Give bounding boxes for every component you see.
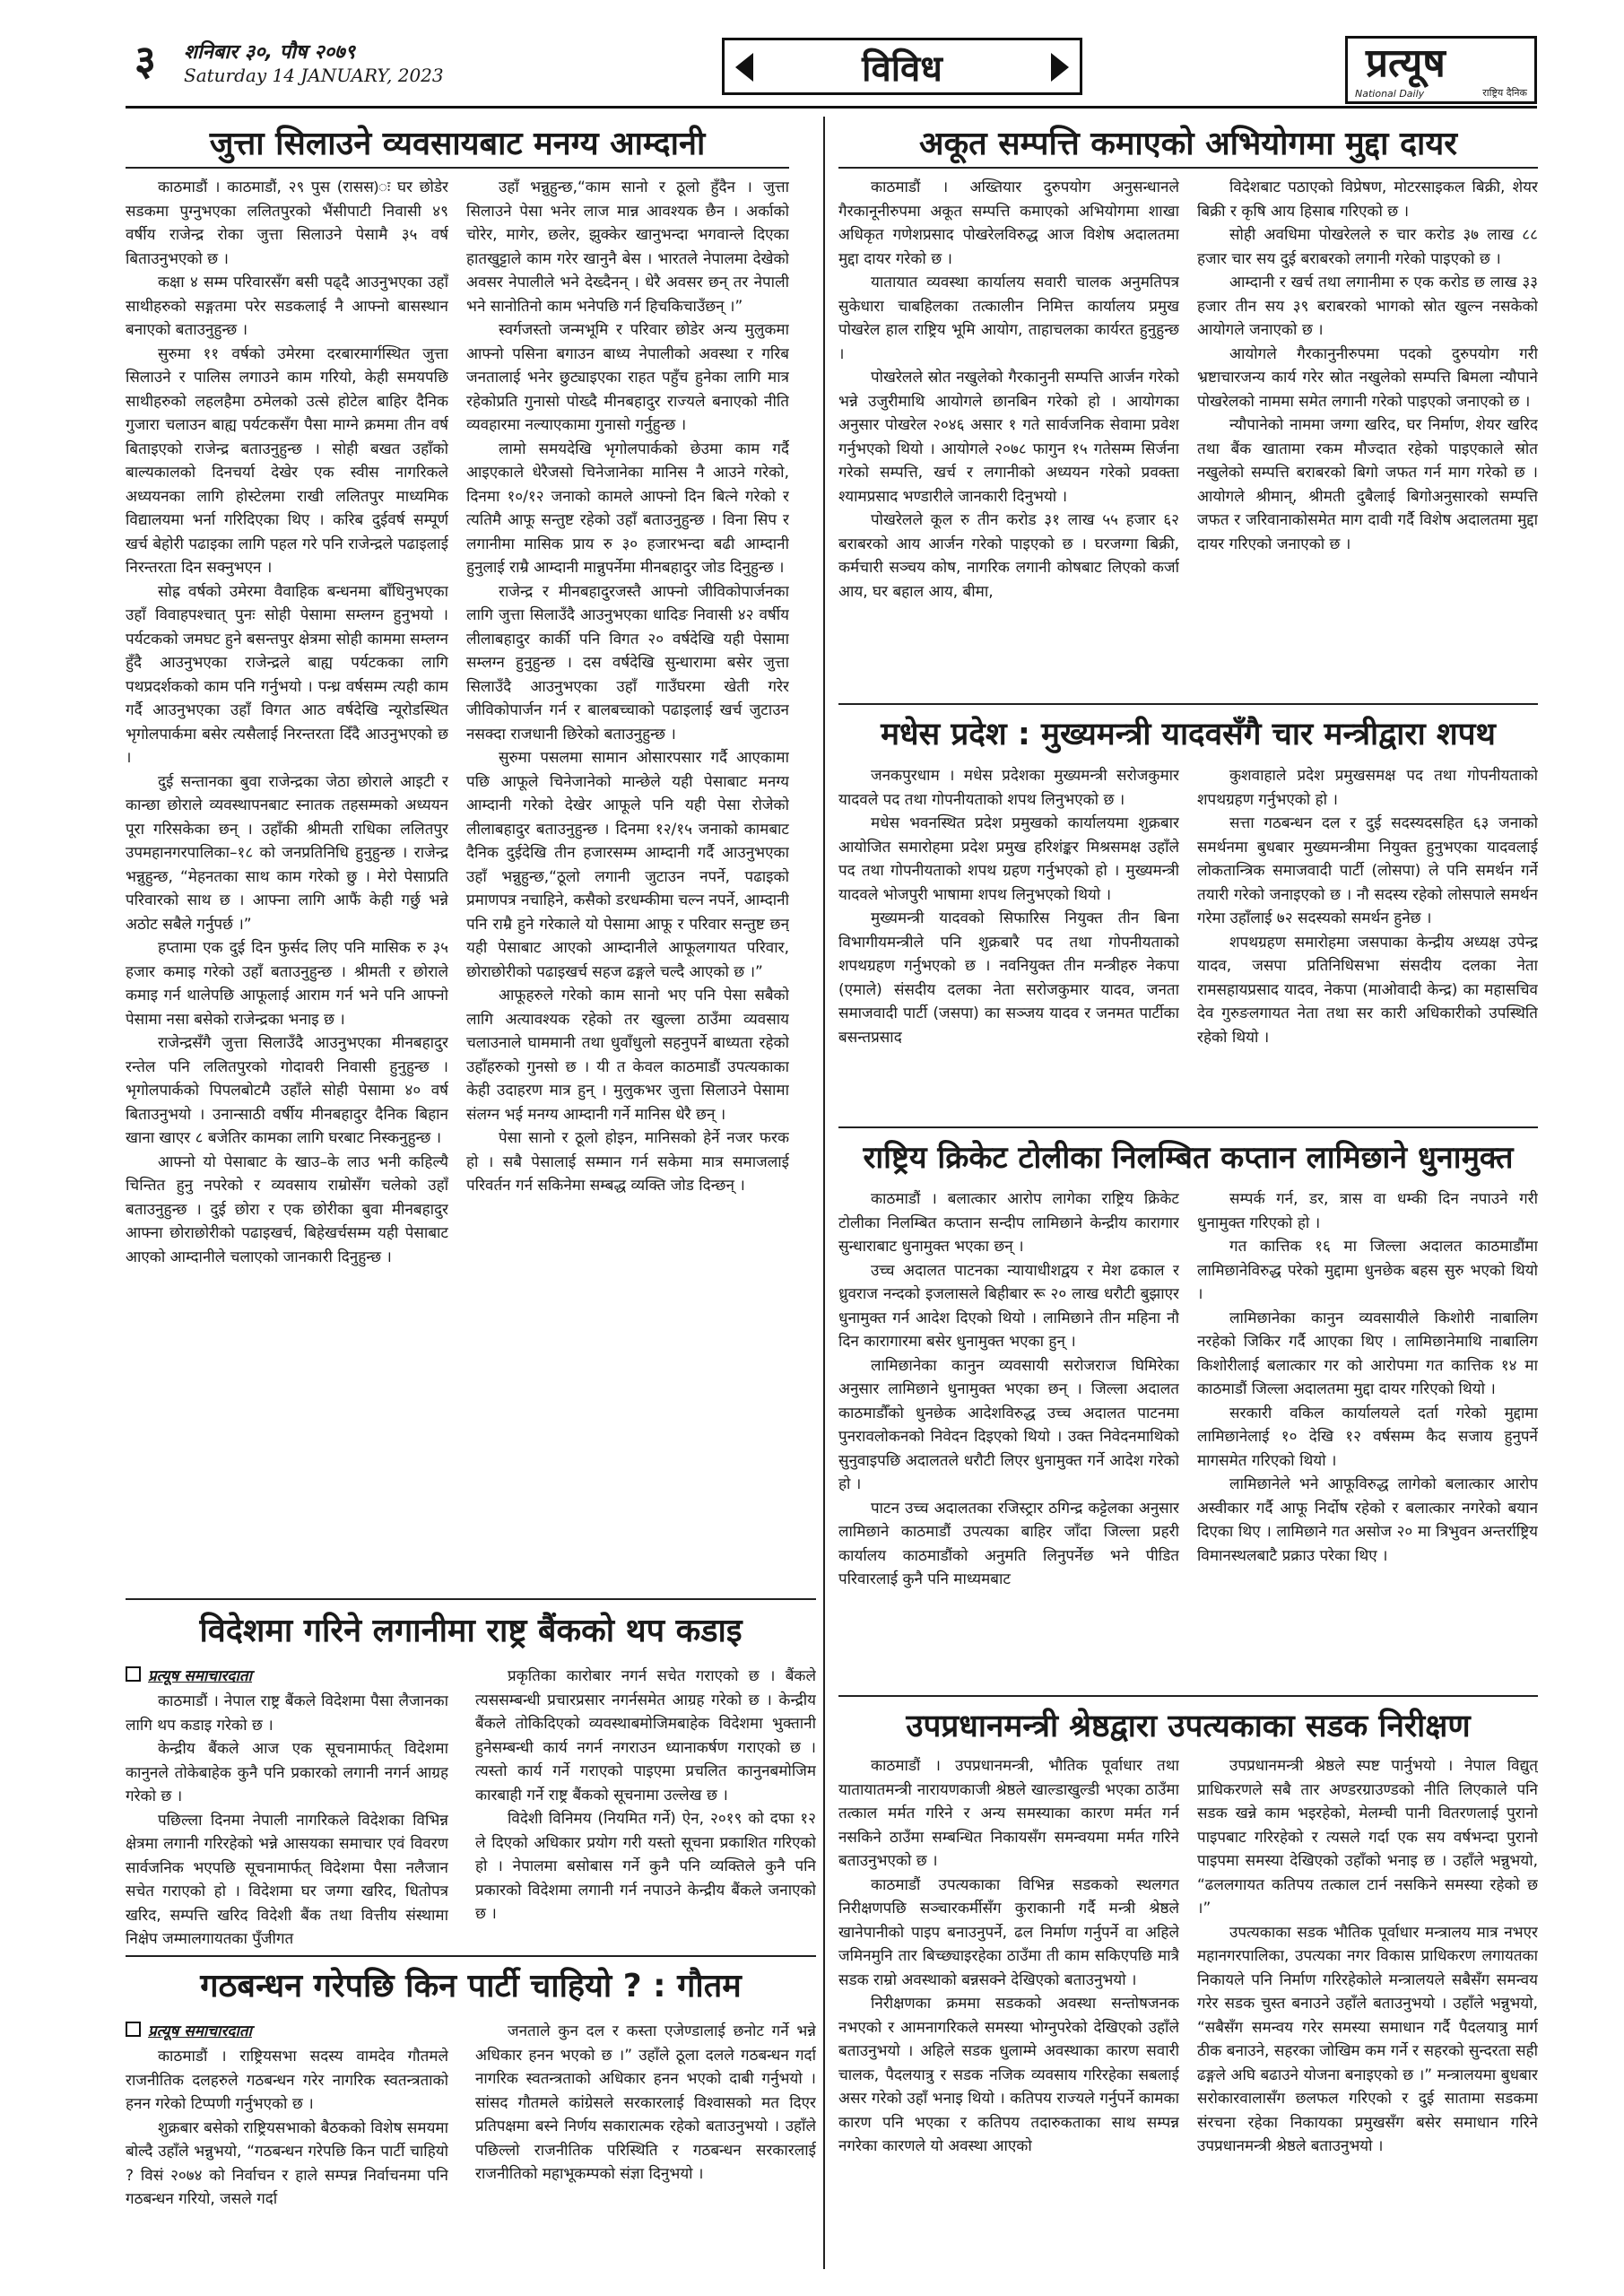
headline-cricket: राष्ट्रिय क्रिकेट टोलीका निलम्बित कप्तान लामिछाने धुनामुक्त xyxy=(863,1140,1514,1176)
paragraph: सुरुमा पसलमा सामान ओसारपसार गर्दै आएकामा पछि आफूले चिनेजानेको मान्छेले यही पेसाबाट मनग्य आम्दानी गरेको देखेर आफूले पनि यही पेसा रोजेको लीलाबहादुर बताउनुहुन्छ । दिनमा १२/१५ जनाको कामबाट दैनिक दुईदेखि तीन हजारसम्म आम्दानी गर्दै आउनुभएका उहाँ भन्नुहुन्छ,“ठूलो लगानी जुटाउन नपर्ने, पढाइको प्रमाणपत्र नचाहिने, कसैको डरधम्कीमा चल्न नपर्ने, आम्दानी पनि राम्रै हुने गरेकाले यो पेसामा आफू र परिवार सन्तुष्ट छन् यही पेसाबाट आएको आम्दानीले आफूलगायत परिवार, छोराछोरीको पढाइखर्च सहज ढङ्गले चल्दै आएको छ ।” xyxy=(466,749,789,981)
paragraph: आफ्नो यो पेसाबाट के खाउ–के लाउ भनी कहिल्यै चिन्तित हुनु नपरेको र व्यवसाय राम्रोसँग चलेको उहाँ बताउनुहुन्छ । दुई छोरा र एक छोरीका बुवा मीनबहादुर आफ्ना छोराछोरीको पढाइखर्च, बिहेखर्चसम्म यही पेसाबाट आएको आम्दानीले चलाएको जानकारी दिनुहुन्छ । xyxy=(126,1152,448,1266)
paragraph: लामिछानेका कानुन व्यवसायी सरोजराज घिमिरेका अनुसार लामिछाने धुनामुक्त भएका छन् । जिल्ला अदालत काठमाडौँको धुनछेक आदेशविरुद्ध उच्च अदालत पाटनमा पुनरावलोकनको निवेदन दिइएको थियो । उक्त निवेदनमाथिको सुनुवाइपछि अदालतले धरौटी लिएर धुनामुक्त गर्ने आदेश गरेको हो । xyxy=(838,1356,1179,1493)
headline-foreign-investment: विदेशमा गरिने लगानीमा राष्ट्र बैंकको थप कडाइ xyxy=(199,1613,743,1649)
paragraph: उपत्यकाका सडक भौतिक पूर्वाधार मन्त्रालय मात्र नभएर महानगरपालिका, उपत्यका नगर विकास प्राधिकरण लगायतका निकायले पनि निर्माण गरिरहेकोले मन्त्रालयले सबैसँग समन्वय गरेर सडक चुस्त बनाउने उहाँले बताउनुभयो । उहाँले भन्नुभयो, “सबैसँग समन्वय गरेर समस्या समाधान गर्दै पैदलयात्रु मार्ग ठीक बनाउने, सहरका जोखिम कम गर्ने र सहरको सुन्दरता सही ढङ्गले अघि बढाउने योजना बनाइएको छ ।” मन्त्रालयमा बुधबार सरोकारवालासँग छलफल गरिएको र दुई सातामा सडकमा संरचना रहेका निकायका प्रमुखसँग बसेर समाधान गरिने उपप्रधानमन्त्री श्रेष्ठले बताउनुभयो । xyxy=(1197,1923,1538,2155)
masthead-rule xyxy=(126,106,1537,109)
foreign-col-1 xyxy=(126,1690,448,1950)
wealth-col-2 xyxy=(1197,176,1538,696)
logo-subtitle-nepali: राष्ट्रिय दैनिक xyxy=(1482,87,1527,99)
paragraph: मधेस भवनस्थित प्रदेश प्रमुखको कार्यालयमा शुक्रबार आयोजित समारोहमा प्रदेश प्रमुख हरिशंङ्कर मिश्रसमक्ष उहाँले पद तथा गोपनीयताको शपथ ग्रहण गर्नुभएको हो । मुख्यमन्त्री यादवले भोजपुरी भाषामा शपथ लिनुभएको थियो । xyxy=(838,814,1179,904)
paragraph: सोह्र वर्षको उमेरमा वैवाहिक बन्धनमा बाँधिनुभएका उहाँ विवाहपश्चात् पुनः सोही पेसामा सम्लग्न हुनुभयो । पर्यटकको जमघट हुने बसन्तपुर क्षेत्रमा सोही काममा सम्लग्न हुँदै आउनुभएका राजेन्द्रले बाह्य पर्यटकका लागि पथप्रदर्शकको काम पनि गर्नुभयो । पन्ध्र वर्षसम्म त्यही काम गर्दै आउनुभएका उहाँ विगत आठ वर्षदेखि न्यूरोडस्थित भृगोलपार्कमा बसेर त्यसैलाई निरन्तरता दिँदै आउनुभएको छ । xyxy=(126,582,448,767)
paragraph: काठमाडौं । नेपाल राष्ट्र बैंकले विदेशमा पैसा लैजानका लागि थप कडाइ गरेको छ । xyxy=(126,1692,448,1735)
paragraph: जनताले कुन दल र कस्ता एजेण्डालाई छनोट गर्ने भन्ने अधिकार हनन भएको छ ।” उहाँले ठूला दलले गठबन्धन गर्दा नागरिक स्वतन्त्रताको अधिकार हनन भएको दाबी गर्नुभयो । सांसद गौतमले कांग्रेसले सरकारलाई विश्वासको मत दिएर प्रतिपक्षमा बस्ने निर्णय सकारात्मक रहेको बताउनुभयो । उहाँले पछिल्लो राजनीतिक परिस्थिति र गठबन्धन सरकारलाई राजनीतिको महाभूकम्पको संज्ञा दिनुभयो । xyxy=(475,2022,816,2183)
paragraph: विदेशी विनिमय (नियमित गर्ने) ऐन, २०१९ को दफा १२ ले दिएको अधिकार प्रयोग गरी यस्तो सूचना प्रकाशित गरिएको हो । नेपालमा बसोबास गर्ने कुनै पनि व्यक्तिले कुनै पनि प्रकारको विदेशमा लगानी गर्न नपाउने केन्द्रीय बैंकले जनाएको छ । xyxy=(475,1810,816,1923)
headline-shoe: जुत्ता सिलाउने व्यवसायबाट मनग्य आम्दानी xyxy=(209,126,706,162)
headline-wealth: अकूत सम्पत्ति कमाएको अभियोगमा मुद्दा दायर xyxy=(919,126,1457,162)
date-nepali: शनिबार ३०, पौष २०७९ xyxy=(184,41,356,64)
paragraph: लामिछानेले भने आफूविरुद्ध लागेको बलात्कार आरोप अस्वीकार गर्दै आफू निर्दोष रहेको र बलात्कार नगरेको बयान दिएका थिए । लामिछाने गत असोज २० मा त्रिभुवन अन्तर्राष्ट्रिय विमानस्थलबाटै प्रक्राउ परेका थिए । xyxy=(1197,1475,1538,1565)
paragraph: हप्तामा एक दुई दिन फुर्सद लिए पनि मासिक रु ३५ हजार कमाइ गरेको उहाँ बताउनुहुन्छ । श्रीमती र छोराले कमाइ गर्न थालेपछि आफूलाई आराम गर्न भने पनि आफ्नो पेसामा नसा बसेको राजेन्द्रका भनाइ छ । xyxy=(126,939,448,1029)
paragraph: पछिल्ला दिनमा नेपाली नागरिकले विदेशका विभिन्न क्षेत्रमा लगानी गरिरहेको भन्ने आसयका समाचार एवं विवरण सार्वजनिक भएपछि सूचनामार्फत् विदेशमा पैसा नलैजान सचेत गराएको हो । विदेशमा घर जग्गा खरिद, धितोपत्र खरिद, सम्पत्ति खरिद विदेशी बैंक तथा वित्तीय संस्थामा निक्षेप जम्मालगायतका पुँजीगत xyxy=(126,1811,448,1948)
newspaper-logo xyxy=(1345,36,1537,104)
rule-wealth xyxy=(838,167,1538,169)
headline-gautam: गठबन्धन गरेपछि किन पार्टी चाहियो ? : गौतम xyxy=(200,1968,742,2005)
paragraph: पेसा सानो र ठूलो होइन, मानिसको हेर्ने नजर फरक हो । सबै पेसालाई सम्मान गर्न सकेमा मात्र समाजलाई परिवर्तन गर्न सकिनेमा सम्बद्ध व्यक्ति जोड दिन्छन् । xyxy=(466,1129,789,1195)
arrow-left-icon xyxy=(735,53,753,82)
byline-foreign-investment: प्रत्यूष समाचारदाता xyxy=(126,1665,252,1685)
paragraph: लामिछानेका कानुन व्यवसायीले किशोरी नाबालिग नरहेको जिकिर गर्दै आएका थिए । लामिछानेमाथि नाबालिग किशोरीलाई बलात्कार गर को आरोपमा गत कात्तिक १४ मा काठमाडौं जिल्ला अदालतमा मुद्दा दायर गरिएको थियो । xyxy=(1197,1309,1538,1398)
gautam-col-1 xyxy=(126,2045,448,2269)
paragraph: शपथग्रहण समारोहमा जसपाका केन्द्रीय अध्यक्ष उपेन्द्र यादव, जसपा प्रतिनिधिसभा संसदीय दलका नेता रामसहायप्रसाद यादव, नेकपा (माओवादी केन्द्र) का महासचिव देव गुरुङलगायत नेता तथा सर कारी अधिकारीको उपस्थिति रहेको थियो । xyxy=(1197,933,1538,1047)
paragraph: आयोगले गैरकानुनीरुपमा पदको दुरुपयोग गरी भ्रष्टाचारजन्य कार्य गरेर स्रोत नखुलेको सम्पत्ति बिमला न्यौपाने पोखरेलको नाममा समेत लगानी गरेको पाइएको जनाएको छ । xyxy=(1197,344,1538,411)
foreign-col-2 xyxy=(475,1665,816,1950)
date-english: Saturday 14 JANUARY, 2023 xyxy=(184,65,444,86)
paragraph: पोखरेलले कूल रु तीन करोड ३१ लाख ५५ हजार ६२ बराबरको आय आर्जन गरेको पाइएको छ । घरजग्गा बिक्री, कर्मचारी सञ्चय कोष, नागरिक लगानी कोषबाट लिएको कर्जा आय, घर बहाल आय, बीमा, xyxy=(838,511,1179,601)
paragraph: आफूहरुले गरेको काम सानो भए पनि पेसा सबैको लागि अत्यावश्यक रहेको तर खुल्ला ठाउँमा व्यवसाय चलाउनाले घाममानी तथा धुवाँधुलो सहनुपर्ने बाध्यता रहेको उहाँहरुको गुनसो छ । यी त केवल काठमाडौं उपत्यकाका केही उदाहरण मात्र हुन् । मुलुकभर जुत्ता सिलाउने पेसामा संलग्न भई मनग्य आम्दानी गर्ने मानिस धेरै छन् । xyxy=(466,987,789,1124)
paragraph: दुई सन्तानका बुवा राजेन्द्रका जेठा छोराले आइटी र कान्छा छोराले व्यवस्थापनबाट स्नातक तहसम्मको अध्ययन पूरा गरिसकेका छन् । उहाँकी श्रीमती राधिका ललितपुर उपमहानगरपालिका–१८ को जनप्रतिनिधि हुनुहुन्छ । राजेन्द्र भन्नुहुन्छ, “मेहनतका साथ काम गरेको छु । मेरो पेसाप्रति परिवारको साथ छ । आफ्ना लागि आफैं केही गर्छु भन्ने अठोट सबैले गर्नुपर्छ ।” xyxy=(126,772,448,934)
arrow-right-icon xyxy=(1051,53,1069,82)
paragraph: कुशवाहाले प्रदेश प्रमुखसमक्ष पद तथा गोपनीयताको शपथग्रहण गर्नुभएको हो । xyxy=(1197,767,1538,809)
paragraph: काठमाडौं । अख्तियार दुरुपयोग अनुसन्धानले गैरकानूनीरुपमा अकूत सम्पत्ति कमाएको अभियोगमा शाखा अधिकृत गणेशप्रसाद पोखरेलविरुद्ध आज विशेष अदालतमा मुद्दा दायर गरेको छ । xyxy=(838,178,1179,268)
rule-gautam-top xyxy=(126,1955,816,1957)
gautam-col-2 xyxy=(475,2020,816,2271)
paragraph: मुख्यमन्त्री यादवको सिफारिस नियुक्त तीन बिना विभागीयमन्त्रीले पनि शुक्रबारै पद तथा गोपनीयताको शपथग्रहण गर्नुभएको छ । नवनियुक्त तीन मन्त्रीहरु नेकपा (एमाले) संसदीय दलका नेता सरोजकुमार यादव, जनता समाजवादी पार्टी (जसपा) का सञ्जय यादव र जनमत पार्टीका बसन्तप्रसाद xyxy=(838,909,1179,1047)
paragraph: सत्ता गठबन्धन दल र दुई सदस्यदसहित ६३ जनाको समर्थनमा बुधबार मुख्यमन्त्रीमा नियुक्त हुनुभएका यादवलाई लोकतान्त्रिक समाजवादी पार्टी (लोसपा) ले पनि समर्थन गर्ने तयारी गरेको जनाइएको छ । नौ सदस्य रहेको लोसपाले समर्थन गरेमा उहाँलाई ७२ सदस्यको समर्थन हुनेछ । xyxy=(1197,814,1538,927)
paragraph: प्रकृतिका कारोबार नगर्न सचेत गराएको छ । बैंकले त्यससम्बन्धी प्रचारप्रसार नगर्नसमेत आग्रह गरेको छ । केन्द्रीय बैंकले तोकिदिएको व्यवस्थाबमोजिमबाहेक विदेशमा भुक्तानी हुनेसम्बन्धी कार्य नगर्न नगराउन ध्यानाकर्षण गराएको छ । त्यस्तो कार्य गर्ने गराएको पाइएमा प्रचलित कानुनबमोजिम कारबाही गर्ने राष्ट्र बैंकको सूचनामा उल्लेख छ । xyxy=(475,1667,816,1805)
paragraph: शुक्रबार बसेको राष्ट्रियसभाको बैठकको विशेष समयमा बोल्दै उहाँले भन्नुभयो, “गठबन्धन गरेपछि किन पार्टी चाहियो ? विसं २०७४ को निर्वाचन र हाले सम्पन्न निर्वाचनमा पनि गठबन्धन गरियो, जसले गर्दा xyxy=(126,2118,448,2208)
paragraph: न्यौपानेको नाममा जग्गा खरिद, घर निर्माण, शेयर खरिद तथा बैंक खातामा रकम मौज्दात रहेको पाइएकाले स्रोत नखुलेको सम्पत्ति बराबरको बिगो जफत गर्न माग गरेको छ । आयोगले श्रीमान्, श्रीमती दुबैलाई बिगोअनुसारको सम्पत्ति जफत र जरिवानाकोसमेत माग दावी गर्दै विशेष अदालतमा मुद्दा दायर गरिएको जनाएको छ । xyxy=(1197,416,1538,553)
shoe-col-2 xyxy=(466,176,789,1593)
paragraph: निरीक्षणका क्रममा सडकको अवस्था सन्तोषजनक नभएको र आमनागरिकले समस्या भोग्नुपरेको देखिएको उहाँले बताउनुभयो । अहिले सडक धुलाम्मे अवस्थाका कारण सवारी चालक, पैदलयात्रु र सडक नजिक व्यवसाय गरिरहेका सबलाई असर गरेको उहाँ भनाइ थियो । कतिपय राज्यले गर्नुपर्ने कामका कारण पनि भएका र कतिपय तदारुकताका साथ सम्पन्न नगरेका कारणले यो अवस्था आएको xyxy=(838,1995,1179,2155)
rule-madhesh-top xyxy=(838,703,1538,705)
paragraph: गत कात्तिक १६ मा जिल्ला अदालत काठमाडौंमा लामिछानेविरुद्ध परेको मुद्दामा धुनछेक बहस सुरु भएको थियो । xyxy=(1197,1238,1538,1303)
paragraph: काठमाडौं । उपप्रधानमन्त्री, भौतिक पूर्वाधार तथा यातायातमन्त्री नारायणकाजी श्रेष्ठले खाल्डाखुल्डी भएका ठाउँमा तत्काल मर्मत गरिने र अन्य समस्याका कारण मर्मत गर्न नसकिने ठाउँमा सम्बन्धित निकायसँग समन्वयमा मर्मत गरिने बताउनुभएको छ । xyxy=(838,1757,1179,1870)
paragraph: काठमाडौं उपत्यकाका विभिन्न सडकको स्थलगत निरीक्षणपछि सञ्चारकर्मीसँग कुराकानी गर्दै मन्त्री श्रेष्ठले खानेपानीको पाइप बनाउनुपर्ने, ढल निर्माण गर्नुपर्ने वा अहिले जमिनमुनि तार बिच्छ्याइरहेका ठाउँमा ती काम सकिएपछि मात्रै सडक राम्रो अवस्थाको बन्नसक्ने देखिएको बताउनुभयो । xyxy=(838,1875,1179,1989)
section-title: विविध xyxy=(862,48,942,90)
paragraph: उहाँ भन्नुहुन्छ,“काम सानो र ठूलो हुँदैन । जुत्ता सिलाउने पेसा भनेर लाज मान्न आवश्यक छैन । अर्काको चोरेर, मागेर, छलेर, झुक्केर खानुभन्दा भगवान्ले दिएका हातखुट्टाले काम गरेर खानुनै बेस । भारतले नेपालमा देखेको अवसर नेपालीले भने देख्दैनन् । धेरै अवसर छन् तर नेपाली भने सानोतिनो काम भनेपछि गर्न हिचकिचाउँछन् ।” xyxy=(466,178,789,316)
paragraph: केन्द्रीय बैंकले आज एक सूचनामार्फत् विदेशमा कानुनले तोकेबाहेक कुनै पनि प्रकारको लगानी नगर्न आग्रह गरेको छ । xyxy=(126,1740,448,1805)
paragraph: यातायात व्यवस्था कार्यालय सवारी चालक अनुमतिपत्र सुकेधारा चाबहिलका तत्कालीन निमित्त कार्यालय प्रमुख पोखरेल हाल राष्ट्रिय भूमि आयोग, ताहाचलका कार्यरत हुनुहुन्छ । xyxy=(838,274,1179,363)
paragraph: स्वर्गजस्तो जन्मभूमि र परिवार छोडेर अन्य मुलुकमा आफ्नो पसिना बगाउन बाध्य नेपालीको अवस्था र गरिब जनतालाई भनेर छुट्याइएका राहत पहुँच हुनेका लागि मात्र रहेकोप्रति गुनासो पोख्दै मीनबहादुर राज्यले बनाएको नीति व्यवहारमा नल्याएकामा गुनासो गर्नुहुन्छ । xyxy=(466,321,789,434)
roads-col-2 xyxy=(1197,1754,1538,2274)
shoe-col-1 xyxy=(126,176,448,1593)
rule-roads-top xyxy=(838,1695,1538,1697)
paragraph: लामो समयदेखि भृगोलपार्कको छेउमा काम गर्दै आइएकाले धेरैजसो चिनेजानेका मानिस नै आउने गरेको, दिनमा १०/१२ जनाको कामले आफ्नो दिन बित्ने गरेको र त्यतिमै आफू सन्तुष्ट रहेको उहाँ बताउनुहुन्छ । विना सिप र लगानीमा मासिक प्राय रु ३० हजारभन्दा बढी आम्दानी हुनुलाई राम्रै आम्दानी मान्नुपर्नेमा मीनबहादुर जोड दिनुहुन्छ । xyxy=(466,439,789,577)
cricket-col-2 xyxy=(1197,1187,1538,1690)
paragraph: राजेन्द्रसँगै जुत्ता सिलाउँदै आउनुभएका मीनबहादुर रन्तेल पनि ललितपुरको गोदावरी निवासी हुनुहुन्छ । भृगोलपार्कको पिपलबोटमै उहाँले सोही पेसामा ४० वर्ष बिताउनुभयो । उनान्साठी वर्षीय मीनबहादुर दैनिक बिहान खाना खाएर ८ बजेतिर कामका लागि घरबाट निस्कनुहुन्छ । xyxy=(126,1034,448,1147)
cricket-col-1 xyxy=(838,1187,1179,1690)
roads-col-1 xyxy=(838,1754,1179,2274)
section-title-box xyxy=(722,38,1082,95)
column-separator-main xyxy=(823,117,825,2269)
madhesh-col-2 xyxy=(1197,764,1538,1123)
paragraph: सुरुमा ११ वर्षको उमेरमा दरबारमार्गस्थित जुत्ता सिलाउने र पालिस लगाउने काम गरियो, केही समयपछि साथीहरुको लहलहैमा ठमेलको उत्से होटेल बाहिर दैनिक गुजारा चलाउन बाह्य पर्यटकसँग पैसा माग्ने क्रममा तीन वर्ष बिताइएको राजेन्द्र बताउनुहुन्छ । सोही बखत उहाँको बाल्यकालको दिनचर्या देखेर एक स्वीस नागरिकले अध्ययनका लागि होस्टेलमा राखी ललितपुर माध्यमिक विद्यालयमा भर्ना गरिदिएका थिए । करिब दुईवर्ष सम्पूर्ण खर्च बेहोरी पढाइका लागि पहल गरे पनि राजेन्द्रले पढाइलाई निरन्तरता दिन सक्नुभएन । xyxy=(126,344,448,577)
byline-gautam: प्रत्यूष समाचारदाता xyxy=(126,2020,252,2040)
paragraph: सरकारी वकिल कार्यालयले दर्ता गरेको मुद्दामा लामिछानेलाई १० देखि १२ वर्षसम्म कैद सजाय हुनुपर्ने मागसमेत गरिएको थियो । xyxy=(1197,1404,1538,1470)
rule-cricket-top xyxy=(838,1126,1538,1128)
madhesh-col-1 xyxy=(838,764,1179,1123)
paragraph: काठमाडौं । काठमाडौं, २९ पुस (रासस)ः घर छोडेर सडकमा पुग्नुभएका ललितपुरको भैंसीपाटी निवासी ४९ वर्षीय राजेन्द्र रोका जुत्ता सिलाउने पेसामै ३५ वर्ष बिताउनुभएको छ । xyxy=(126,178,448,268)
page-number: ३ xyxy=(135,36,156,84)
paragraph: पोखरेलले स्रोत नखुलेको गैरकानुनी सम्पत्ति आर्जन गरेको भन्ने उजुरीमाथि आयोगले छानबिन गरेको हो । आयोगका अनुसार पोखरेल २०४६ असार १ गते सार्वजनिक सेवामा प्रवेश गर्नुभएको थियो । आयोगले २०७८ फागुन १५ गतेसम्म सिर्जना गरेको सम्पत्ति, खर्च र लगानीको अध्ययन गरेको प्रवक्ता श्यामप्रसाद भण्डारीले जानकारी दिनुभयो । xyxy=(838,369,1179,506)
paragraph: काठमाडौं । राष्ट्रियसभा सदस्य वामदेव गौतमले राजनीतिक दलहरुले गठबन्धन गरेर नागरिक स्वतन्त्रताको हनन गरेको टिप्पणी गर्नुभएको छ । xyxy=(126,2048,448,2113)
paragraph: विदेशबाट पठाएको विप्रेषण, मोटरसाइकल बिक्री, शेयर बिक्री र कृषि आय हिसाब गरिएको छ । xyxy=(1197,178,1538,221)
paragraph: सम्पर्क गर्न, डर, त्रास वा धम्की दिन नपाउने गरी धुनामुक्त गरिएको हो । xyxy=(1197,1190,1538,1232)
paragraph: जनकपुरधाम । मधेस प्रदेशका मुख्यमन्त्री सरोजकुमार यादवले पद तथा गोपनीयताको शपथ लिनुभएको छ । xyxy=(838,767,1179,809)
paragraph: पाटन उच्च अदालतका रजिस्ट्रार ठगिन्द्र कट्टेलका अनुसार लामिछाने काठमाडौं उपत्यका बाहिर जाँदा जिल्ला प्रहरी कार्यालय काठमाडौंको अनुमति लिनुपर्नेछ भने पीडित परिवारलाई कुनै पनि माध्यमबाट xyxy=(838,1499,1179,1588)
logo-wordmark: प्रत्यूष xyxy=(1366,40,1446,86)
paragraph: राजेन्द्र र मीनबहादुरजस्तै आफ्नो जीविकोपार्जनका लागि जुत्ता सिलाउँदै आउनुभएका धादिङ निवासी ४२ वर्षीय लीलाबहादुर कार्की पनि विगत २० वर्षदेखि यही पेसामा सम्लग्न हुनुहुन्छ । दस वर्षदेखि सुन्धारामा बसेर जुत्ता सिलाउँदै आउनुभएका उहाँ गाउँघरमा खेती गरेर जीविकोपार्जन गर्न र बालबच्चाको पढाइलाई खर्च जुटाउन नसक्दा राजधानी छिरेको बताउनुहुन्छ । xyxy=(466,582,789,744)
headline-madhesh: मधेस प्रदेश : मुख्यमन्त्री यादवसँगै चार मन्त्रीद्वारा शपथ xyxy=(881,717,1496,752)
rule-shoe xyxy=(126,167,789,169)
paragraph: काठमाडौं । बलात्कार आरोप लागेका राष्ट्रिय क्रिकेट टोलीका निलम्बित कप्तान सन्दीप लामिछाने केन्द्रीय कारागार सुन्धाराबाट धुनामुक्त भएका छन् । xyxy=(838,1190,1179,1256)
headline-roads: उपप्रधानमन्त्री श्रेष्ठद्वारा उपत्यकाका सडक निरीक्षण xyxy=(906,1709,1471,1744)
paragraph: सोही अवधिमा पोखरेलले रु चार करोड ३७ लाख ८८ हजार चार सय दुई बराबरको लगानी गरेको पाइएको छ । xyxy=(1197,226,1538,268)
paragraph: कक्षा ४ सम्म परिवारसँग बसी पढ्दै आउनुभएका उहाँ साथीहरुको सङ्गतमा परेर सडकलाई नै आफ्नो बासस्थान बनाएको बताउनुहुन्छ । xyxy=(126,274,448,339)
paragraph: उपप्रधानमन्त्री श्रेष्ठले स्पष्ट पार्नुभयो । नेपाल विद्युत् प्राधिकरणले सबै तार अण्डरग्राउण्डको नीति लिएकाले पनि सडक खन्ने काम भइरहेको, मेलम्ची पानी वितरणलाई पुरानो पाइपबाट गरिरहेको र त्यसले गर्दा एक सय वर्षभन्दा पुरानो पाइपमा समस्या देखिएको उहाँको भनाइ छ । उहाँले भन्नुभयो, “ढललगायत कतिपय तत्काल टार्न नसकिने समस्या रहेको छ ।” xyxy=(1197,1757,1538,1918)
logo-subtitle-english: National Daily xyxy=(1355,88,1425,100)
paragraph: उच्च अदालत पाटनका न्यायाधीशद्वय र मेश ढकाल र ध्रुवराज नन्दको इजलासले बिहीबार रू २० लाख धरौटी बुझाएर धुनामुक्त गर्न आदेश दिएको थियो । लामिछाने तीन महिना नौ दिन कारागारमा बसेर धुनामुक्त भएका हुन् । xyxy=(838,1261,1179,1351)
paragraph: आम्दानी र खर्च तथा लगानीमा रु एक करोड छ लाख ३३ हजार तीन सय ३९ बराबरको भागको स्रोत खुल्न नसकेको आयोगले जनाएको छ । xyxy=(1197,274,1538,339)
rule-foreign-top xyxy=(126,1598,816,1600)
wealth-col-1 xyxy=(838,176,1179,696)
